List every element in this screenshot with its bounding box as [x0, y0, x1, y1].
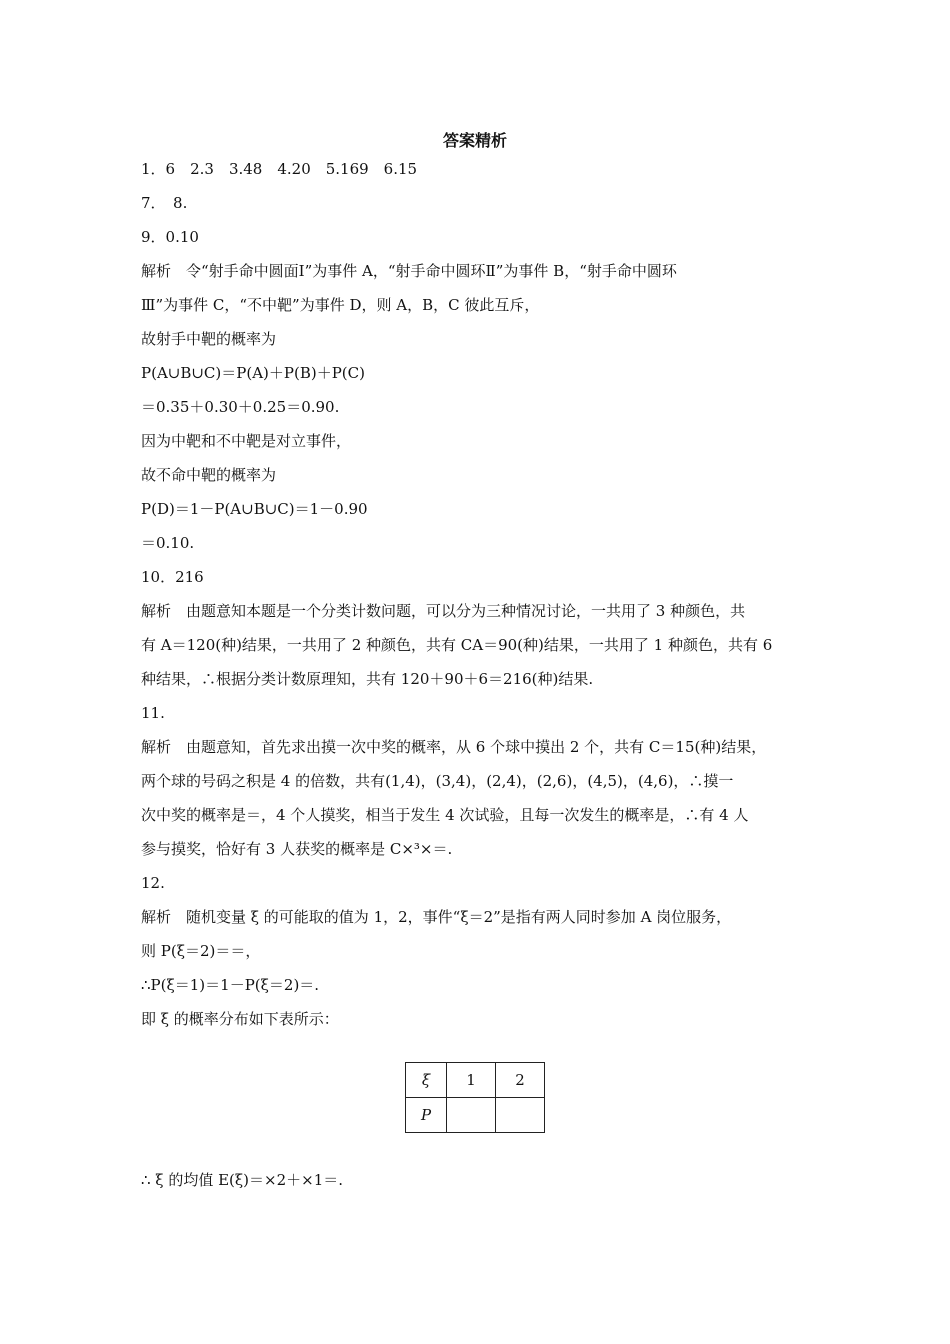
expectation-line: ∴ ξ 的均值 E(ξ)＝×2＋×1＝. [141, 1171, 344, 1189]
text-line: 则 P(ξ＝2)＝＝， [141, 942, 261, 960]
text-line: 故射手中靶的概率为 [141, 330, 277, 348]
table-cell: 1 [447, 1063, 496, 1098]
text-line: 12. [141, 874, 165, 892]
text-line: P(A∪B∪C)＝P(A)＋P(B)＋P(C) [141, 364, 365, 382]
text-line: 因为中靶和不中靶是对立事件， [141, 432, 352, 450]
text-line: ＝0.35＋0.30＋0.25＝0.90. [141, 398, 340, 416]
text-line: Ⅲ”为事件 C，“不中靶”为事件 D，则 A，B，C 彼此互斥， [141, 296, 540, 314]
text-line: 解析 由题意知本题是一个分类计数问题，可以分为三种情况讨论，一共用了 3 种颜色，共 [141, 602, 746, 620]
text-line: 9．0.10 [141, 228, 199, 246]
text-line: 7． 8. [141, 194, 188, 212]
table-header-row [406, 1063, 545, 1098]
text-line: ＝0.10. [141, 534, 195, 552]
text-line: P(D)＝1－P(A∪B∪C)＝1－0.90 [141, 500, 368, 518]
text-line: 解析 由题意知，首先求出摸一次中奖的概率，从 6 个球中摸出 2 个，共有 C＝15(种)结果， [141, 738, 767, 756]
text-line: 即 ξ 的概率分布如下表所示： [141, 1010, 339, 1028]
text-line: 11. [141, 704, 165, 722]
probability-distribution-table [405, 1062, 545, 1133]
text-line: 两个球的号码之积是 4 的倍数，共有(1,4)，(3,4)，(2,4)，(2,6)，(4,5)，(4,6)，∴摸一 [141, 772, 734, 790]
text-line: 故不命中靶的概率为 [141, 466, 277, 484]
text-line: 有 A＝120(种)结果，一共用了 2 种颜色，共有 CA＝90(种)结果，一共用了 1 种颜色，共有 6 [141, 636, 773, 654]
table-cell [496, 1098, 545, 1133]
table-cell: ξ [406, 1063, 447, 1098]
text-line: 1．6 2.3 3.48 4.20 5.169 6.15 [141, 160, 418, 178]
table-cell [447, 1098, 496, 1133]
table-row [406, 1098, 545, 1133]
text-line: 参与摸奖，恰好有 3 人获奖的概率是 C×³×＝. [141, 840, 453, 858]
table-cell: 2 [496, 1063, 545, 1098]
answer-content [141, 152, 821, 1036]
text-line: 种结果，∴根据分类计数原理知，共有 120＋90＋6＝216(种)结果. [141, 670, 594, 688]
text-line: 解析 随机变量 ξ 的可能取的值为 1，2，事件“ξ＝2”是指有两人同时参加 A 岗位服务， [141, 908, 732, 926]
table-cell: P [406, 1098, 447, 1133]
text-line: 次中奖的概率是＝，4 个人摸奖，相当于发生 4 次试验，且每一次发生的概率是，∴有 4 人 [141, 806, 749, 824]
text-line: 10．216 [141, 568, 204, 586]
text-line: 解析 令“射手命中圆面Ⅰ”为事件 A，“射手命中圆环Ⅱ”为事件 B，“射手命中圆环 [141, 262, 677, 280]
text-line: ∴P(ξ＝1)＝1－P(ξ＝2)＝. [141, 976, 320, 994]
page-title: 答案精析 [442, 131, 507, 150]
